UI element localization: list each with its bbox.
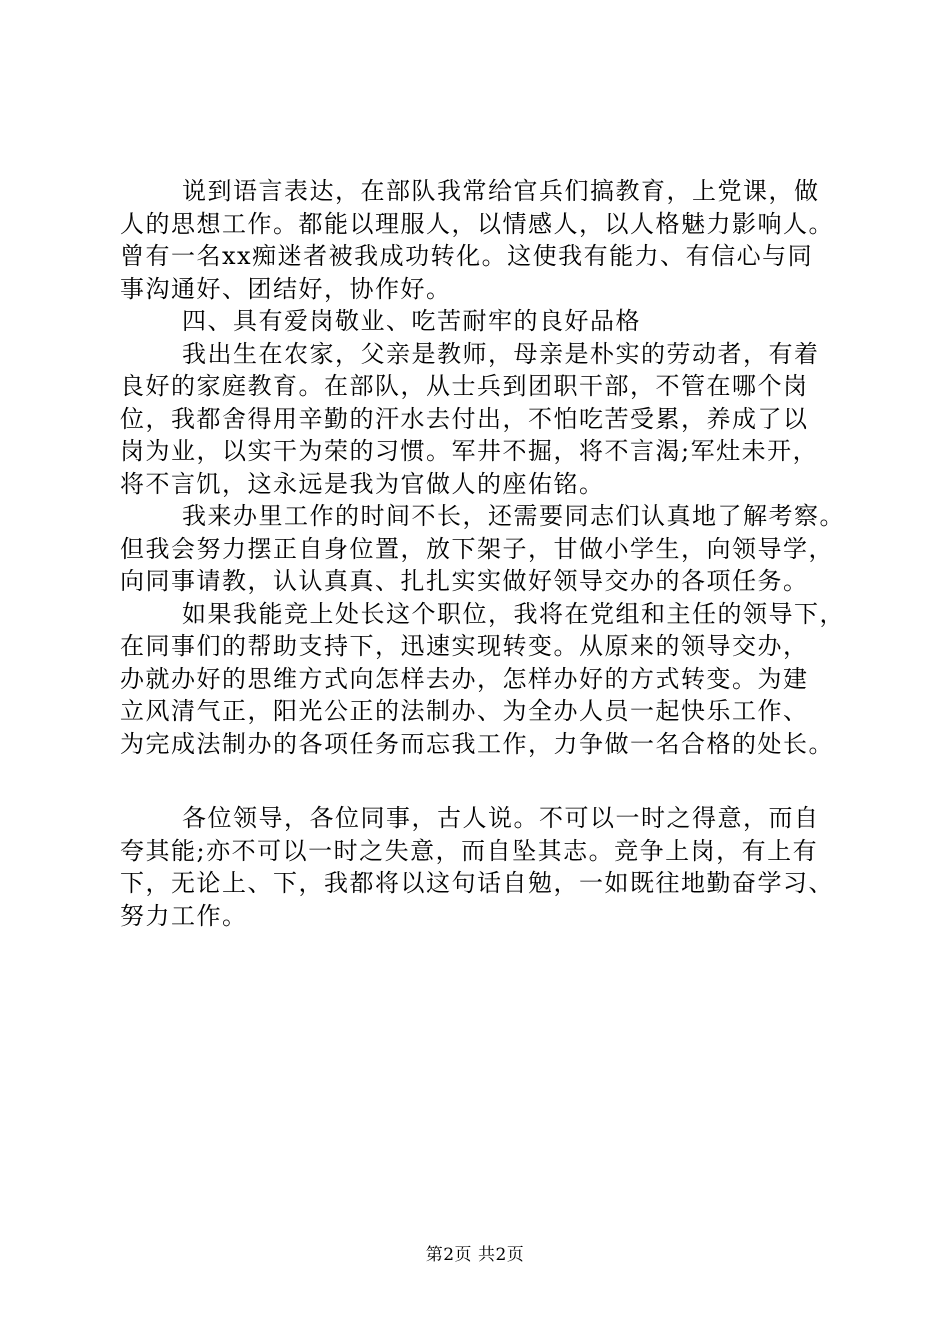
paragraph-language-expression: [120, 175, 840, 305]
section-heading: [120, 305, 840, 338]
text-line: 如果我能竞上处长这个职位，我将在党组和主任的领导下，: [182, 599, 845, 628]
text-line: 下，无论上、下，我都将以这句话自勉，一如既往地勤奋学习、: [120, 869, 834, 897]
paragraph-closing: [120, 802, 840, 932]
text-line: 办就办好的思维方式向怎样去办，怎样办好的方式转变。为建: [120, 664, 809, 693]
text-line: 良好的家庭教育。在部队，从士兵到团职干部，不管在哪个岗: [120, 372, 809, 400]
text-line: 为完成法制办的各项任务而忘我工作，力争做一名合格的处长。: [120, 729, 834, 758]
document-body: [120, 175, 845, 932]
text-line: 夸其能;亦不可以一时之失意，而自坠其志。竞争上岗，有上有: [120, 836, 819, 865]
text-line: 但我会努力摆正自身位置，放下架子，甘做小学生，向领导学，: [120, 534, 834, 563]
text-line: 我来办里工作的时间不长，还需要同志们认真地了解考察。: [182, 502, 845, 530]
text-line: 人的思想工作。都能以理服人，以情感人，以人格魅力影响人。: [120, 209, 834, 238]
text-line: 曾有一名xx痴迷者被我成功转化。这使我有能力、有信心与同: [120, 242, 814, 270]
text-line: 在同事们的帮助支持下，迅速实现转变。从原来的领导交办，: [120, 632, 809, 660]
text-line: 事沟通好、团结好，协作好。: [120, 274, 452, 303]
text-line: 位，我都舍得用辛勤的汗水去付出，不怕吃苦受累，养成了以: [120, 404, 809, 433]
text-line: 向同事请教，认认真真、扎扎实实做好领导交办的各项任务。: [120, 567, 809, 595]
text-line: 各位领导，各位同事，古人说。不可以一时之得意，而自: [182, 804, 820, 832]
text-line: 将不言饥，这永远是我为官做人的座佑铭。: [120, 469, 605, 498]
text-line: 立风清气正，阳光公正的法制办、为全办人员一起快乐工作、: [120, 697, 809, 725]
paragraph-spacer: [120, 760, 840, 802]
paragraph-background: [120, 338, 840, 501]
paragraph-new-role: [120, 500, 845, 598]
text-line: 我出生在农家，父亲是教师，母亲是朴实的劳动者，有着: [182, 339, 820, 368]
text-line: 岗为业，以实干为荣的习惯。军井不掘，将不言渴;军灶未开，: [120, 437, 819, 465]
paragraph-plan: [120, 598, 845, 761]
text-line: 努力工作。: [120, 901, 248, 930]
heading-line: 四、具有爱岗敬业、吃苦耐牢的良好品格: [182, 307, 641, 335]
page-number-footer: 第2页 共2页: [425, 1245, 525, 1265]
text-line: 说到语言表达，在部队我常给官兵们搞教育，上党课，做: [182, 177, 820, 205]
